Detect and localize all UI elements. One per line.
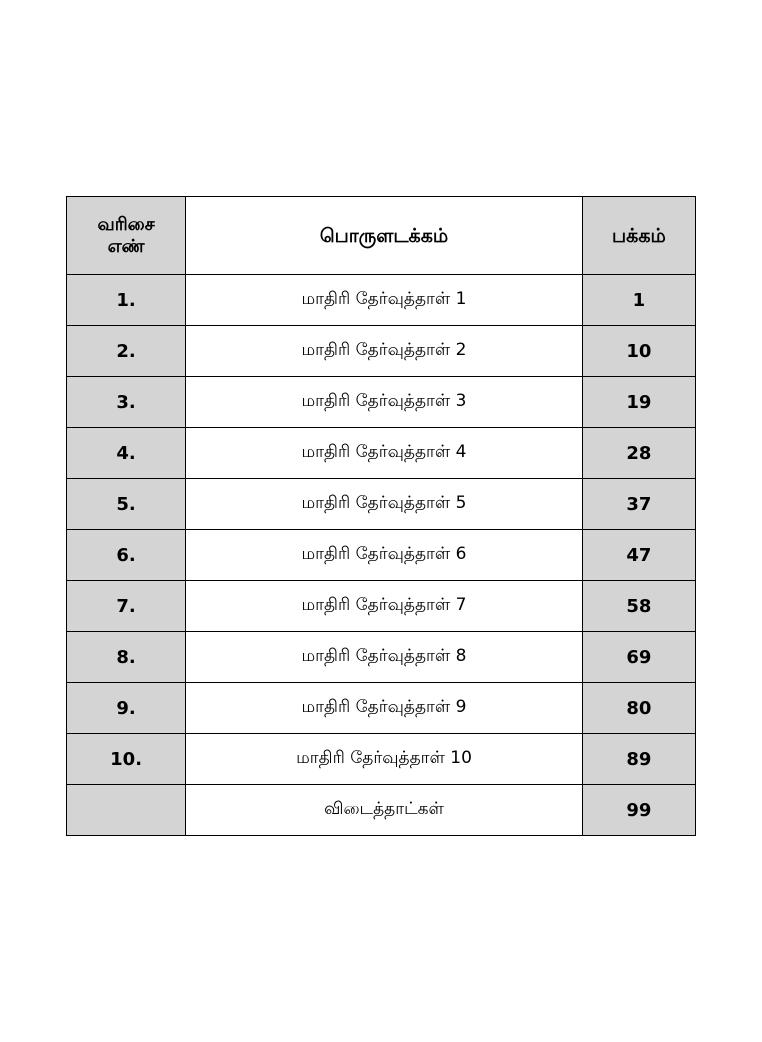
row-title: மாதிரி தேர்வுத்தாள் 3 bbox=[186, 377, 583, 428]
row-page: 99 bbox=[582, 785, 695, 836]
row-number: 6. bbox=[67, 530, 186, 581]
row-number: 3. bbox=[67, 377, 186, 428]
table-of-contents bbox=[66, 196, 696, 836]
row-title: விடைத்தாட்கள் bbox=[186, 785, 583, 836]
serial-number-header bbox=[67, 197, 186, 275]
row-title: மாதிரி தேர்வுத்தாள் 10 bbox=[186, 734, 583, 785]
row-page: 37 bbox=[582, 479, 695, 530]
row-page: 80 bbox=[582, 683, 695, 734]
row-page: 47 bbox=[582, 530, 695, 581]
row-title: மாதிரி தேர்வுத்தாள் 1 bbox=[186, 275, 583, 326]
row-number: 9. bbox=[67, 683, 186, 734]
row-page: 1 bbox=[582, 275, 695, 326]
page-header: பக்கம் bbox=[582, 197, 695, 275]
table-row bbox=[67, 428, 696, 479]
row-number: 10. bbox=[67, 734, 186, 785]
row-title: மாதிரி தேர்வுத்தாள் 7 bbox=[186, 581, 583, 632]
row-number: 4. bbox=[67, 428, 186, 479]
table-row bbox=[67, 530, 696, 581]
row-number: 7. bbox=[67, 581, 186, 632]
row-number: 8. bbox=[67, 632, 186, 683]
table-row bbox=[67, 479, 696, 530]
header-row bbox=[67, 197, 696, 275]
row-number: 2. bbox=[67, 326, 186, 377]
row-page: 58 bbox=[582, 581, 695, 632]
contents-header: பொருளடக்கம் bbox=[186, 197, 583, 275]
row-number: 1. bbox=[67, 275, 186, 326]
table-row bbox=[67, 326, 696, 377]
table-row bbox=[67, 377, 696, 428]
table-row bbox=[67, 275, 696, 326]
row-page: 89 bbox=[582, 734, 695, 785]
serial-header-line1: வரிசை bbox=[97, 213, 155, 235]
row-title: மாதிரி தேர்வுத்தாள் 8 bbox=[186, 632, 583, 683]
row-title: மாதிரி தேர்வுத்தாள் 4 bbox=[186, 428, 583, 479]
table-row bbox=[67, 581, 696, 632]
row-title: மாதிரி தேர்வுத்தாள் 6 bbox=[186, 530, 583, 581]
row-page: 19 bbox=[582, 377, 695, 428]
table-row bbox=[67, 632, 696, 683]
row-number: 5. bbox=[67, 479, 186, 530]
row-page: 10 bbox=[582, 326, 695, 377]
table-row bbox=[67, 683, 696, 734]
row-number bbox=[67, 785, 186, 836]
table-row bbox=[67, 785, 696, 836]
row-title: மாதிரி தேர்வுத்தாள் 5 bbox=[186, 479, 583, 530]
row-title: மாதிரி தேர்வுத்தாள் 9 bbox=[186, 683, 583, 734]
row-page: 69 bbox=[582, 632, 695, 683]
row-title: மாதிரி தேர்வுத்தாள் 2 bbox=[186, 326, 583, 377]
row-page: 28 bbox=[582, 428, 695, 479]
table-row bbox=[67, 734, 696, 785]
serial-header-line2: எண் bbox=[107, 235, 145, 257]
